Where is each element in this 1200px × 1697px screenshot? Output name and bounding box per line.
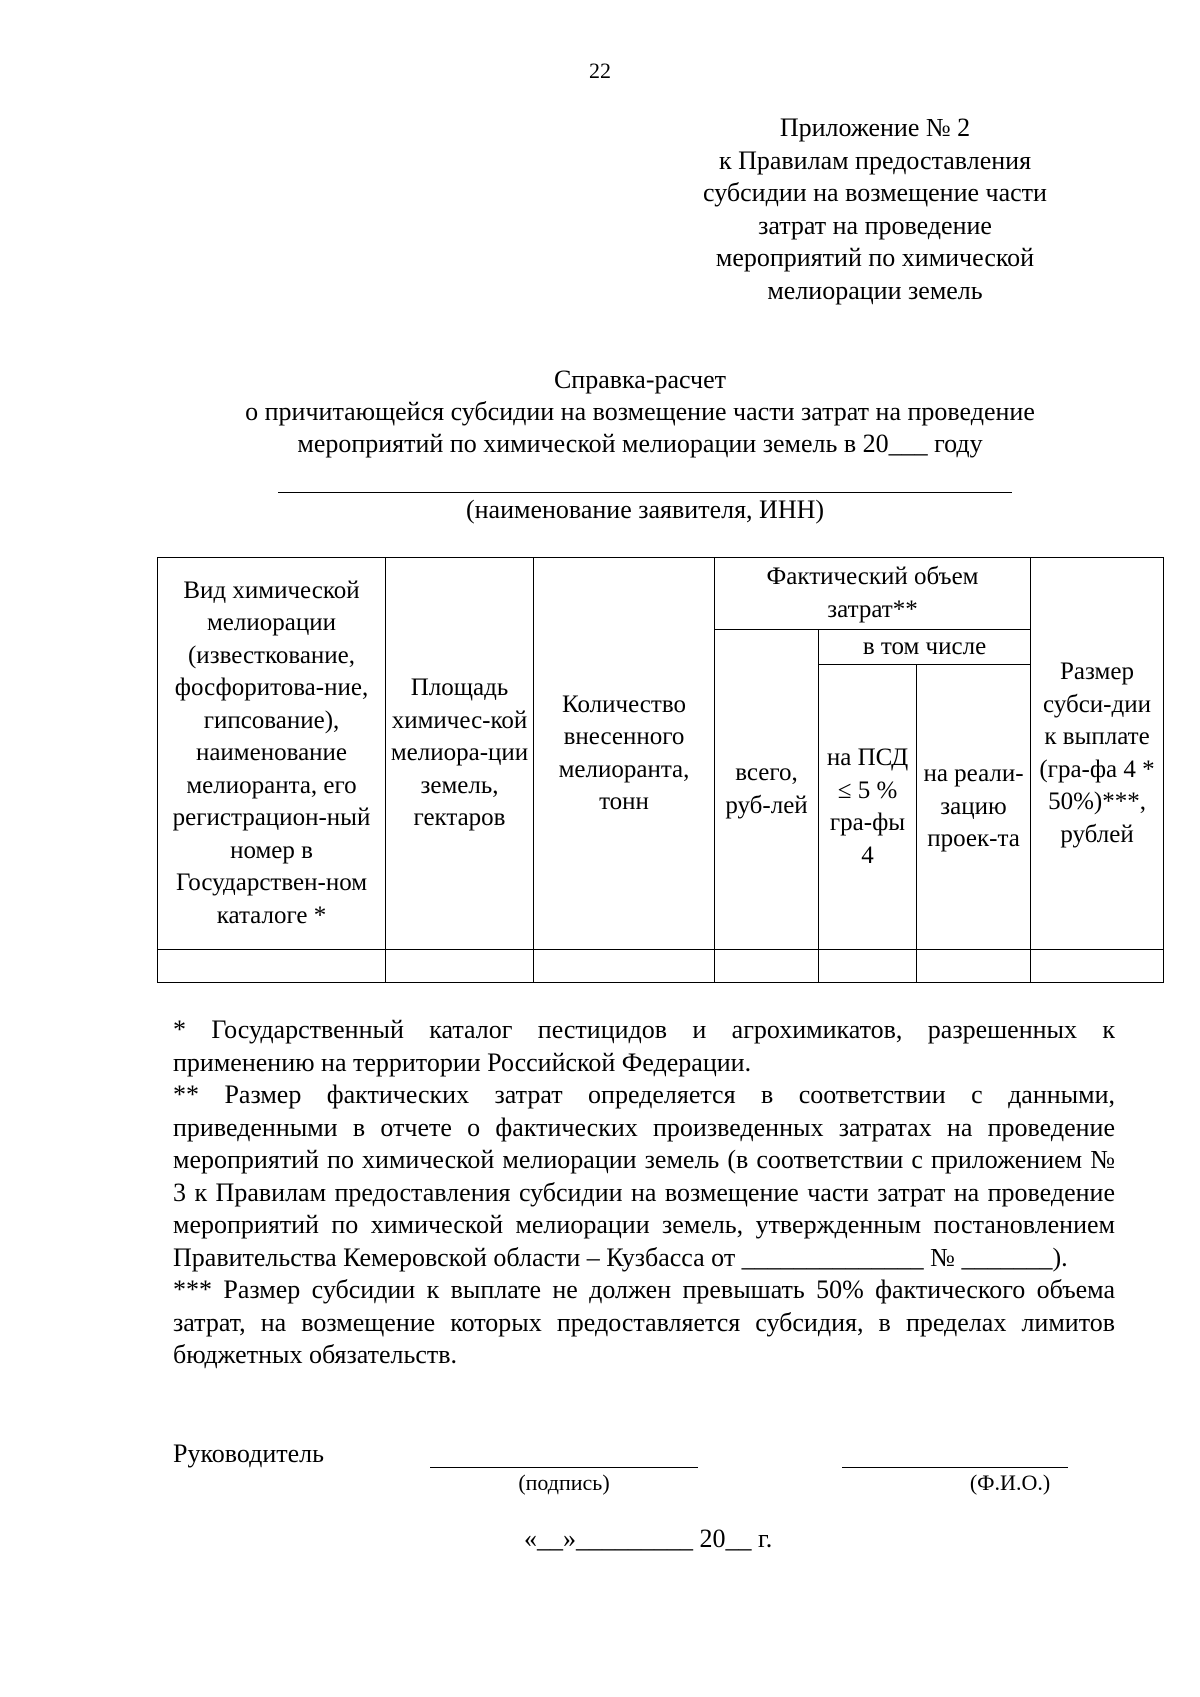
header-design-docs: на ПСД ≤ 5 % гра-фы 4 bbox=[819, 665, 917, 950]
title-line-1: о причитающейся субсидии на возмещение части затрат на проведение bbox=[245, 397, 1035, 426]
footnotes bbox=[173, 1014, 1115, 1372]
header-actual-costs: Фактический объем затрат** bbox=[715, 558, 1031, 630]
header-quantity: Количество внесенного мелиоранта, тонн bbox=[534, 558, 715, 950]
table-cell[interactable] bbox=[917, 950, 1031, 983]
page-number: 22 bbox=[589, 58, 611, 83]
header-subsidy-amount: Размер субси-дии к выплате (гра-фа 4 * 50%)***, рублей bbox=[1031, 558, 1164, 950]
table-cell[interactable] bbox=[158, 950, 386, 983]
applicant-caption: (наименование заявителя, ИНН) bbox=[465, 495, 825, 524]
date-line: «__»_________ 20__ г. bbox=[524, 1524, 773, 1553]
signer-role: Руководитель bbox=[173, 1439, 324, 1468]
name-caption: (Ф.И.О.) bbox=[969, 1470, 1051, 1495]
header-project-implementation: на реали-зацию проек-та bbox=[917, 665, 1031, 950]
footnote-1: * Государственный каталог пестицидов и агрохимикатов, разрешенных к применению на территории Российской Федерации. bbox=[173, 1015, 1115, 1077]
appendix-header bbox=[690, 112, 1060, 307]
document-title bbox=[160, 364, 1120, 460]
header-area: Площадь химичес-кой мелиора-ции земель, гектаров bbox=[386, 558, 534, 950]
name-line bbox=[842, 1467, 1068, 1468]
footnote-3: *** Размер субсидии к выплате не должен превышать 50% фактического объема затрат, на возмещение которых предоставляется субсидия, в пределах лимитов бюджетных обязательств. bbox=[173, 1275, 1115, 1369]
table-cell[interactable] bbox=[1031, 950, 1164, 983]
table-cell[interactable] bbox=[715, 950, 819, 983]
appendix-line: мелиорации земель bbox=[767, 275, 983, 305]
title-heading: Справка-расчет bbox=[553, 365, 727, 394]
header-including: в том числе bbox=[819, 630, 1031, 665]
table-row bbox=[158, 950, 1164, 983]
table-cell[interactable] bbox=[819, 950, 917, 983]
table-cell[interactable] bbox=[534, 950, 715, 983]
appendix-line: мероприятий по химической bbox=[715, 243, 1035, 272]
table-cell[interactable] bbox=[386, 950, 534, 983]
appendix-line: затрат на проведение bbox=[758, 210, 992, 240]
applicant-name-line bbox=[278, 492, 1012, 493]
calculation-table bbox=[157, 557, 1164, 983]
title-line-2: мероприятий по химической мелиорации земель в 20___ году bbox=[297, 429, 983, 458]
header-melioration-type: Вид химической мелиорации (известкование, фосфоритова-ние, гипсование), наименование мелиоранта, его регистрацион-ный номер в Государствен-ном каталоге * bbox=[158, 558, 386, 950]
signature-line bbox=[430, 1467, 698, 1468]
appendix-line: к Правилам предоставления bbox=[718, 145, 1032, 175]
signature-caption: (подпись) bbox=[518, 1470, 610, 1495]
appendix-line: Приложение № 2 bbox=[779, 113, 971, 142]
appendix-line: субсидии на возмещение части bbox=[703, 178, 1047, 207]
footnote-2: ** Размер фактических затрат определяется в соответствии с данными, приведенными в отчете о фактических произведенных затратах на проведение мероприятий по химической мелиорации земель (в соответствии с приложением № 3 к Правилам предоставления субсидии на возмещение части затрат на проведение мероприятий по химической мелиорации земель, утвержденным постановлением Правительства Кемеровской области – Кузбасса от ______________ № _______). bbox=[173, 1080, 1115, 1272]
header-total: всего, руб-лей bbox=[715, 630, 819, 950]
